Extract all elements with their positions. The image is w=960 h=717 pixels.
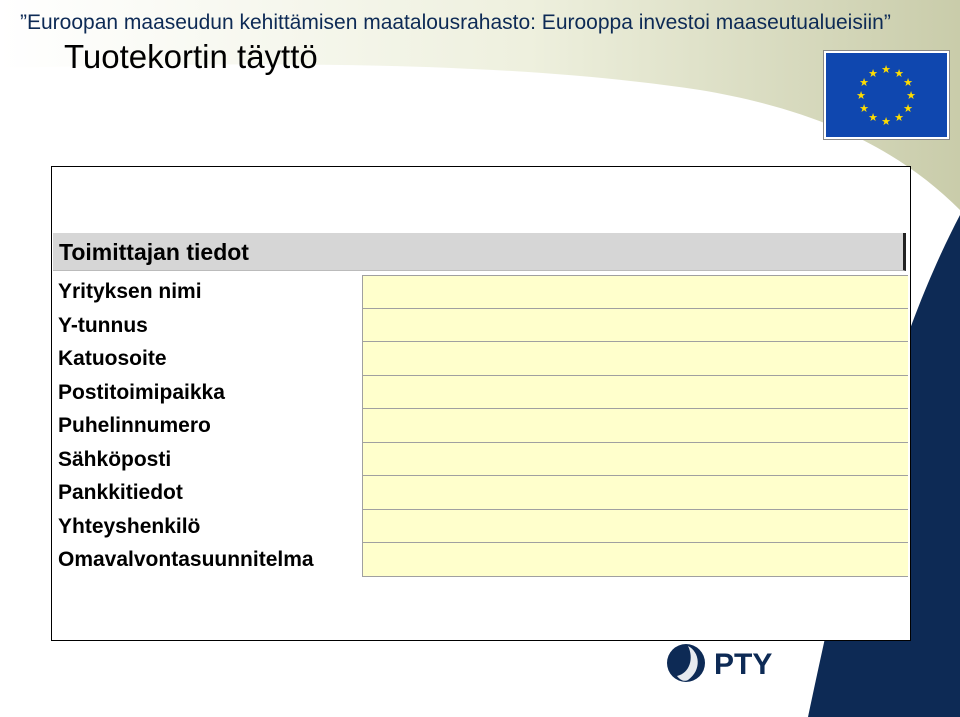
field-label: Yhteyshenkilö (58, 514, 201, 538)
svg-text:★: ★ (894, 67, 904, 80)
logo-text: PTY (714, 648, 773, 681)
input-cell-postitoimipaikka[interactable] (362, 376, 908, 410)
form-row (53, 275, 908, 309)
eu-flag-icon (824, 51, 949, 139)
input-cell-y-tunnus[interactable] (362, 309, 908, 343)
form-row (53, 443, 908, 477)
field-label: Omavalvontasuunnitelma (58, 548, 314, 571)
input-cell-katuosoite[interactable] (362, 342, 908, 376)
slide-title: Tuotekortin täyttö (64, 38, 318, 75)
input-cell-yhteyshenkilo[interactable] (362, 510, 908, 544)
pty-logo (664, 640, 794, 686)
form-row (53, 476, 908, 510)
field-label: Sähköposti (58, 447, 172, 471)
svg-text:★: ★ (903, 76, 913, 89)
field-label: Yrityksen nimi (58, 280, 202, 303)
field-label: Pankkitiedot (58, 481, 183, 504)
program-header-text: ”Euroopan maaseudun kehittämisen maatalousrahasto: Eurooppa investoi maaseutualueisiin” (20, 11, 891, 34)
field-label: Puhelinnumero (58, 414, 211, 437)
input-cell-pankkitiedot[interactable] (362, 476, 908, 510)
svg-text:★: ★ (859, 102, 869, 115)
svg-text:★: ★ (868, 111, 878, 124)
form-row (53, 510, 908, 544)
svg-text:★: ★ (881, 115, 891, 128)
svg-text:★: ★ (856, 89, 866, 102)
form-row (53, 409, 908, 443)
svg-text:★: ★ (859, 76, 869, 89)
form-row (53, 543, 908, 577)
field-label: Y-tunnus (58, 313, 148, 337)
field-label: Postitoimipaikka (58, 380, 225, 404)
field-label: Katuosoite (58, 347, 167, 370)
form-fields (53, 275, 908, 577)
input-cell-puhelinnumero[interactable] (362, 409, 908, 443)
section-title: Toimittajan tiedot (59, 239, 249, 265)
form-row (53, 342, 908, 376)
svg-text:★: ★ (894, 111, 904, 124)
eu-stars-icon (826, 53, 947, 137)
svg-text:★: ★ (906, 89, 916, 102)
svg-text:★: ★ (903, 102, 913, 115)
section-header (53, 233, 906, 271)
input-cell-sahkoposti[interactable] (362, 443, 908, 477)
svg-text:★: ★ (881, 63, 891, 76)
svg-text:★: ★ (868, 67, 878, 80)
input-cell-omavalvontasuunnitelma[interactable] (362, 543, 908, 577)
form-row (53, 309, 908, 343)
input-cell-yrityksen-nimi[interactable] (362, 275, 908, 309)
form-row (53, 376, 908, 410)
